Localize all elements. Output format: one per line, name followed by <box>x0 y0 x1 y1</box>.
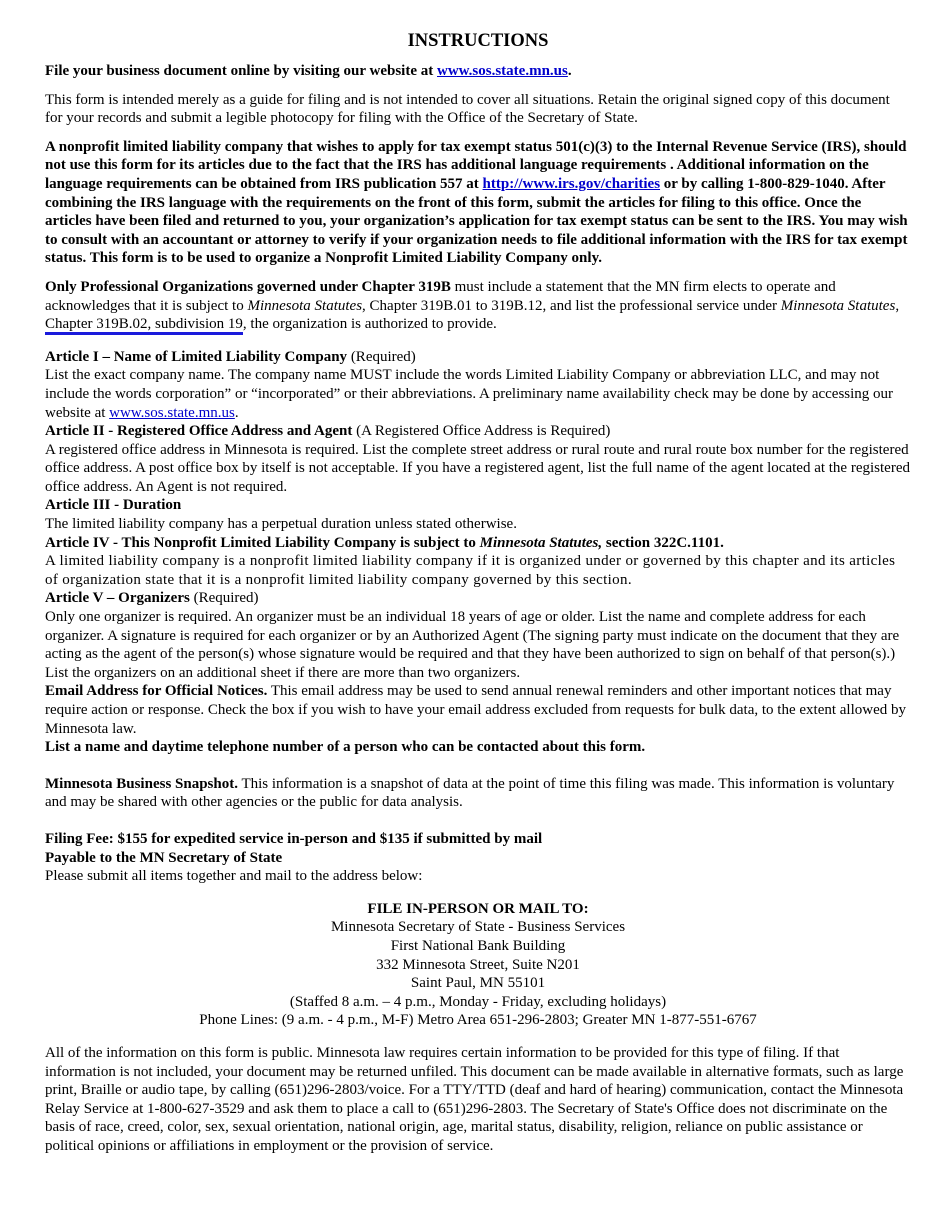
address-line: First National Bank Building <box>390 937 566 954</box>
filing-fee-section <box>45 830 911 886</box>
page-title: INSTRUCTIONS <box>407 31 549 51</box>
article-1-heading: Article I – Name of Limited Liability Company (Required) <box>45 348 416 365</box>
phone-lines: Phone Lines: (9 a.m. - 4 p.m., M-F) Metro Area 651-296-2803; Greater MN 1-877-551-6767 <box>199 1012 757 1029</box>
filing-fee: Filing Fee: $155 for expedited service in-person and $135 if submitted by mail <box>45 830 543 847</box>
article-5-heading: Article V – Organizers (Required) <box>45 590 259 607</box>
business-snapshot: Minnesota Business Snapshot. This information is a snapshot of data at the point of time this filing was made. This information is voluntary and may be shared with other agencies or the public for data analysis. <box>45 775 895 811</box>
address-line: 332 Minnesota Street, Suite N201 <box>376 956 580 973</box>
article-2-heading: Article II - Registered Office Address and Agent (A Registered Office Address is Required) <box>45 423 611 440</box>
article-2-body: A registered office address in Minnesota is required. List the complete street address or rural route and rural route box number for the registered office address. A post office box by itself is not acceptable. If you have a registered agent, list the full name of the agent located at the registered office address. An Agent is not required. <box>45 441 910 495</box>
public-information-notice: All of the information on this form is public. Minnesota law requires certain information to be provided for this type of filing. If that information is not included, your document may be returned unfiled. This document can be made available in alternative formats, such as large print, Braille or audio tape, by calling (651)296-2803/voice. For a TTY/TTD (deaf and hard of hearing) communication, contact the Minnesota Relay Service at 1-800-627-3529 and ask them to place a call to (651)296-2803. The Secretary of State's Office does not discriminate on the basis of race, creed, color, sex, sexual orientation, national origin, age, marital status, disability, religion, reliance on public assistance or political opinions or affiliations in employment or the provision of service. <box>45 1044 904 1154</box>
contact-person-note: List a name and daytime telephone number of a person who can be contacted about this form. <box>45 739 646 756</box>
irs-charities-link[interactable]: http://www.irs.gov/charities <box>482 175 661 192</box>
submit-instructions: Please submit all items together and mail to the address below: <box>45 868 423 885</box>
mailing-address-block <box>45 900 911 1030</box>
sos-website-link[interactable]: www.sos.state.mn.us <box>437 63 568 79</box>
professional-organizations-paragraph: Only Professional Organizations governed under Chapter 319B must include a statement that the MN firm elects to operate and acknowledges that it is subject to Minnesota Statutes, Chapter 319B.01 to 319B.12, and list the professional service under Minnesota Statutes, Chapter 319B.02, subdivision 19, the organization is authorized to provide. <box>45 278 911 334</box>
article-3-heading: Article III - Duration <box>45 497 182 514</box>
payable-to: Payable to the MN Secretary of State <box>45 849 283 866</box>
article-4-heading: Article IV - This Nonprofit Limited Liability Company is subject to Minnesota Statutes, section 322C.1101. <box>45 534 724 551</box>
address-heading: FILE IN-PERSON OR MAIL TO: <box>367 900 589 917</box>
article-1-body: List the exact company name. The company name MUST include the words Limited Liability Company or abbreviation LLC, and may not include the words corporation” or “incorporated” or their abbreviations. A preliminary name availability check may be done by accessing our website at www.sos.state.mn.us. <box>45 367 894 421</box>
chapter-319b-reference: Chapter 319B.02, subdivision 19 <box>45 316 243 335</box>
address-line: Saint Paul, MN 55101 <box>410 975 546 992</box>
articles-section <box>45 348 911 757</box>
office-hours: (Staffed 8 a.m. – 4 p.m., Monday - Friday, excluding holidays) <box>289 993 667 1010</box>
email-notice: Email Address for Official Notices. This email address may be used to send annual renewal reminders and other important notices that may require action or response. Check the box if you wish to have your email address excluded from requests for bulk data, to the extent allowed by Minnesota law. <box>45 683 906 737</box>
online-filing-note: File your business document online by visiting our website at www.sos.state.mn.us. <box>45 63 572 79</box>
article-5-body: Only one organizer is required. An organizer must be an individual 18 years of age or older. List the name and complete address for each organizer. A signature is required for each organizer or by an Authorized Agent (The signing party must indicate on the document that they are acting as the agent of the person(s) whose signature would be required and that they have been authorized to sign on behalf of that person(s).) List the organizers on an additional sheet if there are more than two organizers. <box>45 609 900 681</box>
intro-paragraph: This form is intended merely as a guide for filing and is not intended to cover all situations. Retain the original signed copy of this document for your records and submit a legible photocopy for filing with the Office of the Secretary of State. <box>45 91 890 127</box>
instructions-page <box>45 30 911 1155</box>
address-line: Minnesota Secretary of State - Business Services <box>330 919 626 936</box>
sos-website-link-2[interactable]: www.sos.state.mn.us <box>109 404 235 421</box>
article-3-body: The limited liability company has a perpetual duration unless stated otherwise. <box>45 516 517 533</box>
nonprofit-tax-exempt-notice: A nonprofit limited liability company that wishes to apply for tax exempt status 501(c)(3) to the Internal Revenue Service (IRS), should not use this form for its articles due to the fact that the IRS has additional language requirements . Additional information on the language requirements can be obtained from IRS publication 557 at http://www.irs.gov/charities or by calling 1-800-829-1040. After combining the IRS language with the requirements on the front of this form, submit the articles for filing to this office. Once the articles have been filed and returned to you, your organization’s application for tax exempt status can be sent to the IRS. You may wish to consult with an accountant or attorney to verify if your organization needs to file additional information with the IRS for tax exempt status. This form is to be used to organize a Nonprofit Limited Liability Company only. <box>45 138 908 267</box>
article-4-body: A limited liability company is a nonprofit limited liability company if it is organized under or governed by this chapter and its articles of organization state that it is a nonprofit limited liability company governed by this section. <box>45 553 896 588</box>
